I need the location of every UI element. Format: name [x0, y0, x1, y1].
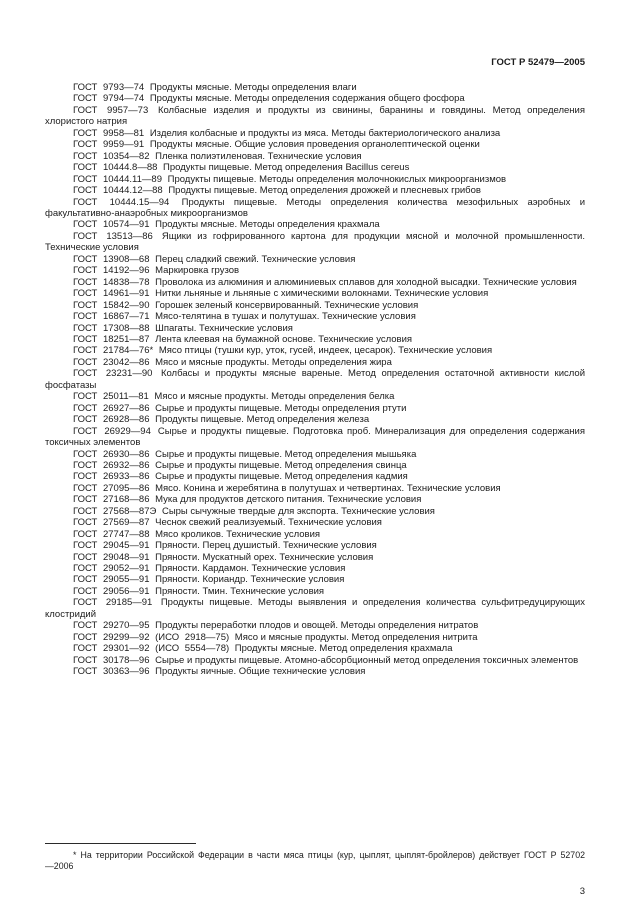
- standard-entry: [45, 345, 585, 356]
- standard-entry: [45, 506, 585, 517]
- standard-designation: ГОСТ 27568—87Э: [73, 505, 157, 517]
- standard-entry: [45, 494, 585, 505]
- standard-title: Нитки льняные и льняные с химическими волокнами. Технические условия: [155, 288, 489, 300]
- standard-designation: ГОСТ 30178—96: [73, 654, 150, 666]
- standard-title: Пряности. Тмин. Технические условия: [155, 585, 325, 597]
- standard-title: Продукты мясные. Общие условия проведения органолептической оценки: [149, 139, 480, 151]
- standard-designation: ГОСТ 14961—91: [73, 288, 150, 300]
- standard-designation: ГОСТ 26932—86: [73, 459, 150, 471]
- document-header: [45, 57, 585, 69]
- standard-entry: [45, 231, 585, 254]
- standard-designation: ГОСТ 29045—91: [73, 540, 150, 552]
- standard-entry: [45, 574, 585, 585]
- standard-entry: [45, 357, 585, 368]
- standard-designation: ГОСТ 29299—92 (ИСО 2918—75): [73, 631, 230, 643]
- standard-designation: ГОСТ 9793—74: [73, 82, 145, 93]
- standard-entry: [45, 219, 585, 230]
- standard-title: Сырье и продукты пищевые. Методы определения ртути: [155, 402, 407, 414]
- standard-entry: [45, 265, 585, 276]
- footnote-block: [45, 843, 585, 873]
- standard-designation: ГОСТ 29055—91: [73, 574, 150, 586]
- standard-designation: ГОСТ 10444.15—94: [73, 196, 170, 208]
- standard-designation: ГОСТ 27569—87: [73, 517, 150, 529]
- standards-list: [45, 82, 585, 678]
- standard-designation: ГОСТ 30363—96: [73, 666, 150, 678]
- standard-entry: [45, 139, 585, 150]
- standard-title: Пряности. Перец душистый. Технические условия: [155, 540, 377, 552]
- standard-entry: [45, 82, 585, 93]
- standard-title: Изделия колбасные и продукты из мяса. Методы бактериологического анализа: [149, 127, 501, 139]
- standard-entry: [45, 174, 585, 185]
- standard-designation: ГОСТ 27095—86: [73, 482, 150, 494]
- standard-designation: ГОСТ 14192—96: [73, 265, 150, 277]
- standard-entry: [45, 597, 585, 620]
- standard-entry: [45, 368, 585, 391]
- standard-designation: ГОСТ 14838—78: [73, 276, 150, 288]
- standard-entry: [45, 449, 585, 460]
- standard-designation: ГОСТ 10444.12—88: [73, 185, 163, 197]
- standard-entry: [45, 277, 585, 288]
- page-number: 3: [579, 886, 585, 897]
- standard-designation: ГОСТ 29270—95: [73, 620, 150, 632]
- standard-designation: ГОСТ 29056—91: [73, 585, 150, 597]
- standard-title: Колбасы и продукты мясные вареные. Метод определения остаточной активности кислой фосфатазы: [45, 368, 585, 391]
- standard-designation: ГОСТ 26928—86: [73, 414, 150, 426]
- standard-title: Продукты мясные. Метод определения крахмала: [234, 643, 453, 655]
- standard-title: Продукты пищевые. Методы определения количества мезофильных аэробных и факультативно-анаэробных микроорганизмов: [45, 196, 586, 219]
- standard-designation: ГОСТ 16867—71: [73, 311, 150, 323]
- standard-entry: [45, 632, 585, 643]
- standard-title: Шпагаты. Технические условия: [155, 322, 293, 334]
- standard-designation: ГОСТ 26929—94: [73, 425, 151, 437]
- standard-designation: ГОСТ 23042—86: [73, 356, 150, 368]
- standard-designation: ГОСТ 9957—73: [73, 104, 149, 116]
- standard-entry: [45, 162, 585, 173]
- standard-title: Перец сладкий свежий. Технические условия: [155, 253, 356, 265]
- standard-title: Пленка полиэтиленовая. Технические условия: [155, 150, 362, 162]
- standard-entry: [45, 93, 585, 104]
- standard-title: Мясо. Конина и жеребятина в полутушах и четвертинах. Технические условия: [155, 482, 501, 494]
- standard-title: Мясо кроликов. Технические условия: [155, 528, 321, 540]
- standard-entry: [45, 483, 585, 494]
- standard-entry: [45, 563, 585, 574]
- standard-title: Мука для продуктов детского питания. Технические условия: [155, 494, 422, 506]
- standard-title: Продукты переработки плодов и овощей. Методы определения нитратов: [155, 620, 479, 632]
- standard-designation: ГОСТ 18251—87: [73, 333, 150, 345]
- standard-title: Сырье и продукты пищевые. Метод определения мышьяка: [155, 448, 417, 460]
- standard-designation: ГОСТ 29301—92 (ИСО 5554—78): [73, 643, 230, 655]
- standard-entry: [45, 128, 585, 139]
- standard-designation: ГОСТ 17308—88: [73, 322, 150, 334]
- standard-designation: ГОСТ 9959—91: [73, 139, 145, 151]
- standard-designation: ГОСТ 29185—91: [73, 597, 153, 609]
- standard-designation: ГОСТ 21784—76*: [73, 345, 154, 357]
- standard-title: Мясо и мясные продукты. Методы определения жира: [155, 356, 392, 368]
- standard-entry: [45, 620, 585, 631]
- standard-title: Лента клеевая на бумажной основе. Технические условия: [155, 333, 413, 345]
- standard-designation: ГОСТ 9794—74: [73, 93, 145, 105]
- standard-designation: ГОСТ 10444.8—88: [73, 162, 158, 174]
- document-number: ГОСТ Р 52479—2005: [491, 57, 585, 68]
- standard-entry: [45, 666, 585, 677]
- standard-title: Колбасные изделия и продукты из свинины, баранины и говядины. Метод определения хлористого натрия: [45, 104, 585, 128]
- standard-entry: [45, 586, 585, 597]
- standard-entry: [45, 288, 585, 299]
- standard-title: Проволока из алюминия и алюминиевых сплавов для холодной высадки. Технические условия: [155, 276, 577, 288]
- standard-title: Пряности. Кориандр. Технические условия: [155, 574, 345, 586]
- standard-title: Мясо-телятина в тушах и полутушах. Технические условия: [155, 311, 416, 323]
- standard-entry: [45, 391, 585, 402]
- footnote-text: * На территории Российской Федерации в части мяса птицы (кур, цыплят, цыплят-бройлеров) действует ГОСТ Р 52702—2006: [45, 850, 585, 872]
- standard-designation: ГОСТ 10354—82: [73, 150, 150, 162]
- standard-entry: [45, 414, 585, 425]
- standard-designation: ГОСТ 25011—81: [73, 391, 149, 403]
- standard-entry: [45, 460, 585, 471]
- standard-designation: ГОСТ 27747—88: [73, 528, 150, 540]
- standard-title: Сырье и продукты пищевые. Метод определения кадмия: [155, 471, 408, 483]
- standard-designation: ГОСТ 29048—91: [73, 551, 150, 563]
- standard-designation: ГОСТ 26933—86: [73, 471, 150, 483]
- standard-title: Продукты пищевые. Методы определения молочнокислых микроорганизмов: [167, 173, 507, 185]
- standard-title: Ящики из гофрированного картона для продукции мясной и молочной промышленности. Технические условия: [45, 230, 585, 254]
- standard-title: Пряности. Мускатный орех. Технические условия: [155, 551, 374, 563]
- standard-entry: [45, 300, 585, 311]
- standard-entry: [45, 540, 585, 551]
- standard-designation: ГОСТ 23231—90: [73, 368, 153, 380]
- standard-title: Сырье и продукты пищевые. Подготовка проб. Минерализация для определения содержания токсичных элементов: [45, 425, 585, 449]
- standard-title: Продукты пищевые. Метод определения дрожжей и плесневых грибов: [168, 185, 481, 197]
- standard-title: Продукты мясные. Методы определения крахмала: [155, 219, 380, 231]
- standard-designation: ГОСТ 29052—91: [73, 563, 150, 575]
- standard-designation: ГОСТ 26927—86: [73, 402, 150, 414]
- standard-title: Пряности. Кардамон. Технические условия: [155, 563, 346, 575]
- standard-entry: [45, 185, 585, 196]
- standard-title: Горошек зеленый консервированный. Технические условия: [155, 299, 419, 311]
- standard-title: Продукты пищевые. Методы выявления и определения количества сульфитредуцирующих клостридий: [45, 597, 585, 620]
- standard-title: Продукты мясные. Методы определения влаги: [149, 82, 357, 93]
- standard-title: Продукты яичные. Общие технические условия: [155, 666, 366, 678]
- standard-entry: [45, 334, 585, 345]
- page-footer: [580, 886, 585, 897]
- standard-designation: ГОСТ 10574—91: [73, 219, 150, 231]
- standard-entry: [45, 517, 585, 528]
- standard-entry: [45, 552, 585, 563]
- standard-designation: ГОСТ 27168—86: [73, 494, 150, 506]
- standard-designation: ГОСТ 10444.11—89: [73, 173, 162, 185]
- standard-designation: ГОСТ 13908—68: [73, 253, 150, 265]
- standard-entry: [45, 151, 585, 162]
- standard-entry: [45, 403, 585, 414]
- standard-title: Продукты пищевые. Метод определения железа: [155, 414, 370, 426]
- standard-title: Мясо птицы (тушки кур, уток, гусей, индеек, цесарок). Технические условия: [158, 345, 493, 357]
- standard-designation: ГОСТ 26930—86: [73, 448, 150, 460]
- standard-entry: [45, 426, 585, 449]
- standard-title: Мясо и мясные продукты. Методы определения белка: [154, 391, 395, 403]
- standard-title: Продукты мясные. Методы определения содержания общего фосфора: [149, 93, 465, 105]
- standard-designation: ГОСТ 13513—86: [73, 230, 153, 242]
- standard-entry: [45, 643, 585, 654]
- standard-title: Продукты пищевые. Метод определения Bacillus cereus: [163, 162, 410, 174]
- standard-title: Маркировка грузов: [155, 265, 240, 277]
- standard-title: Чеснок свежий реализуемый. Технические условия: [155, 517, 382, 529]
- footnote-separator: [45, 843, 196, 844]
- standard-entry: [45, 311, 585, 322]
- standard-title: Сырье и продукты пищевые. Метод определения свинца: [155, 459, 407, 471]
- standard-entry: [45, 471, 585, 482]
- standard-entry: [45, 655, 585, 666]
- standard-entry: [45, 529, 585, 540]
- standard-entry: [45, 323, 585, 334]
- standard-title: Мясо и мясные продукты. Метод определения нитрита: [234, 631, 478, 643]
- standard-title: Сырье и продукты пищевые. Атомно-абсорбционный метод определения токсичных элементов: [155, 654, 579, 666]
- standard-designation: ГОСТ 15842—90: [73, 299, 150, 311]
- standard-designation: ГОСТ 9958—81: [73, 127, 145, 139]
- standard-title: Сыры сычужные твердые для экспорта. Технические условия: [161, 505, 435, 517]
- standard-entry: [45, 105, 585, 128]
- standard-entry: [45, 254, 585, 265]
- standard-entry: [45, 197, 585, 220]
